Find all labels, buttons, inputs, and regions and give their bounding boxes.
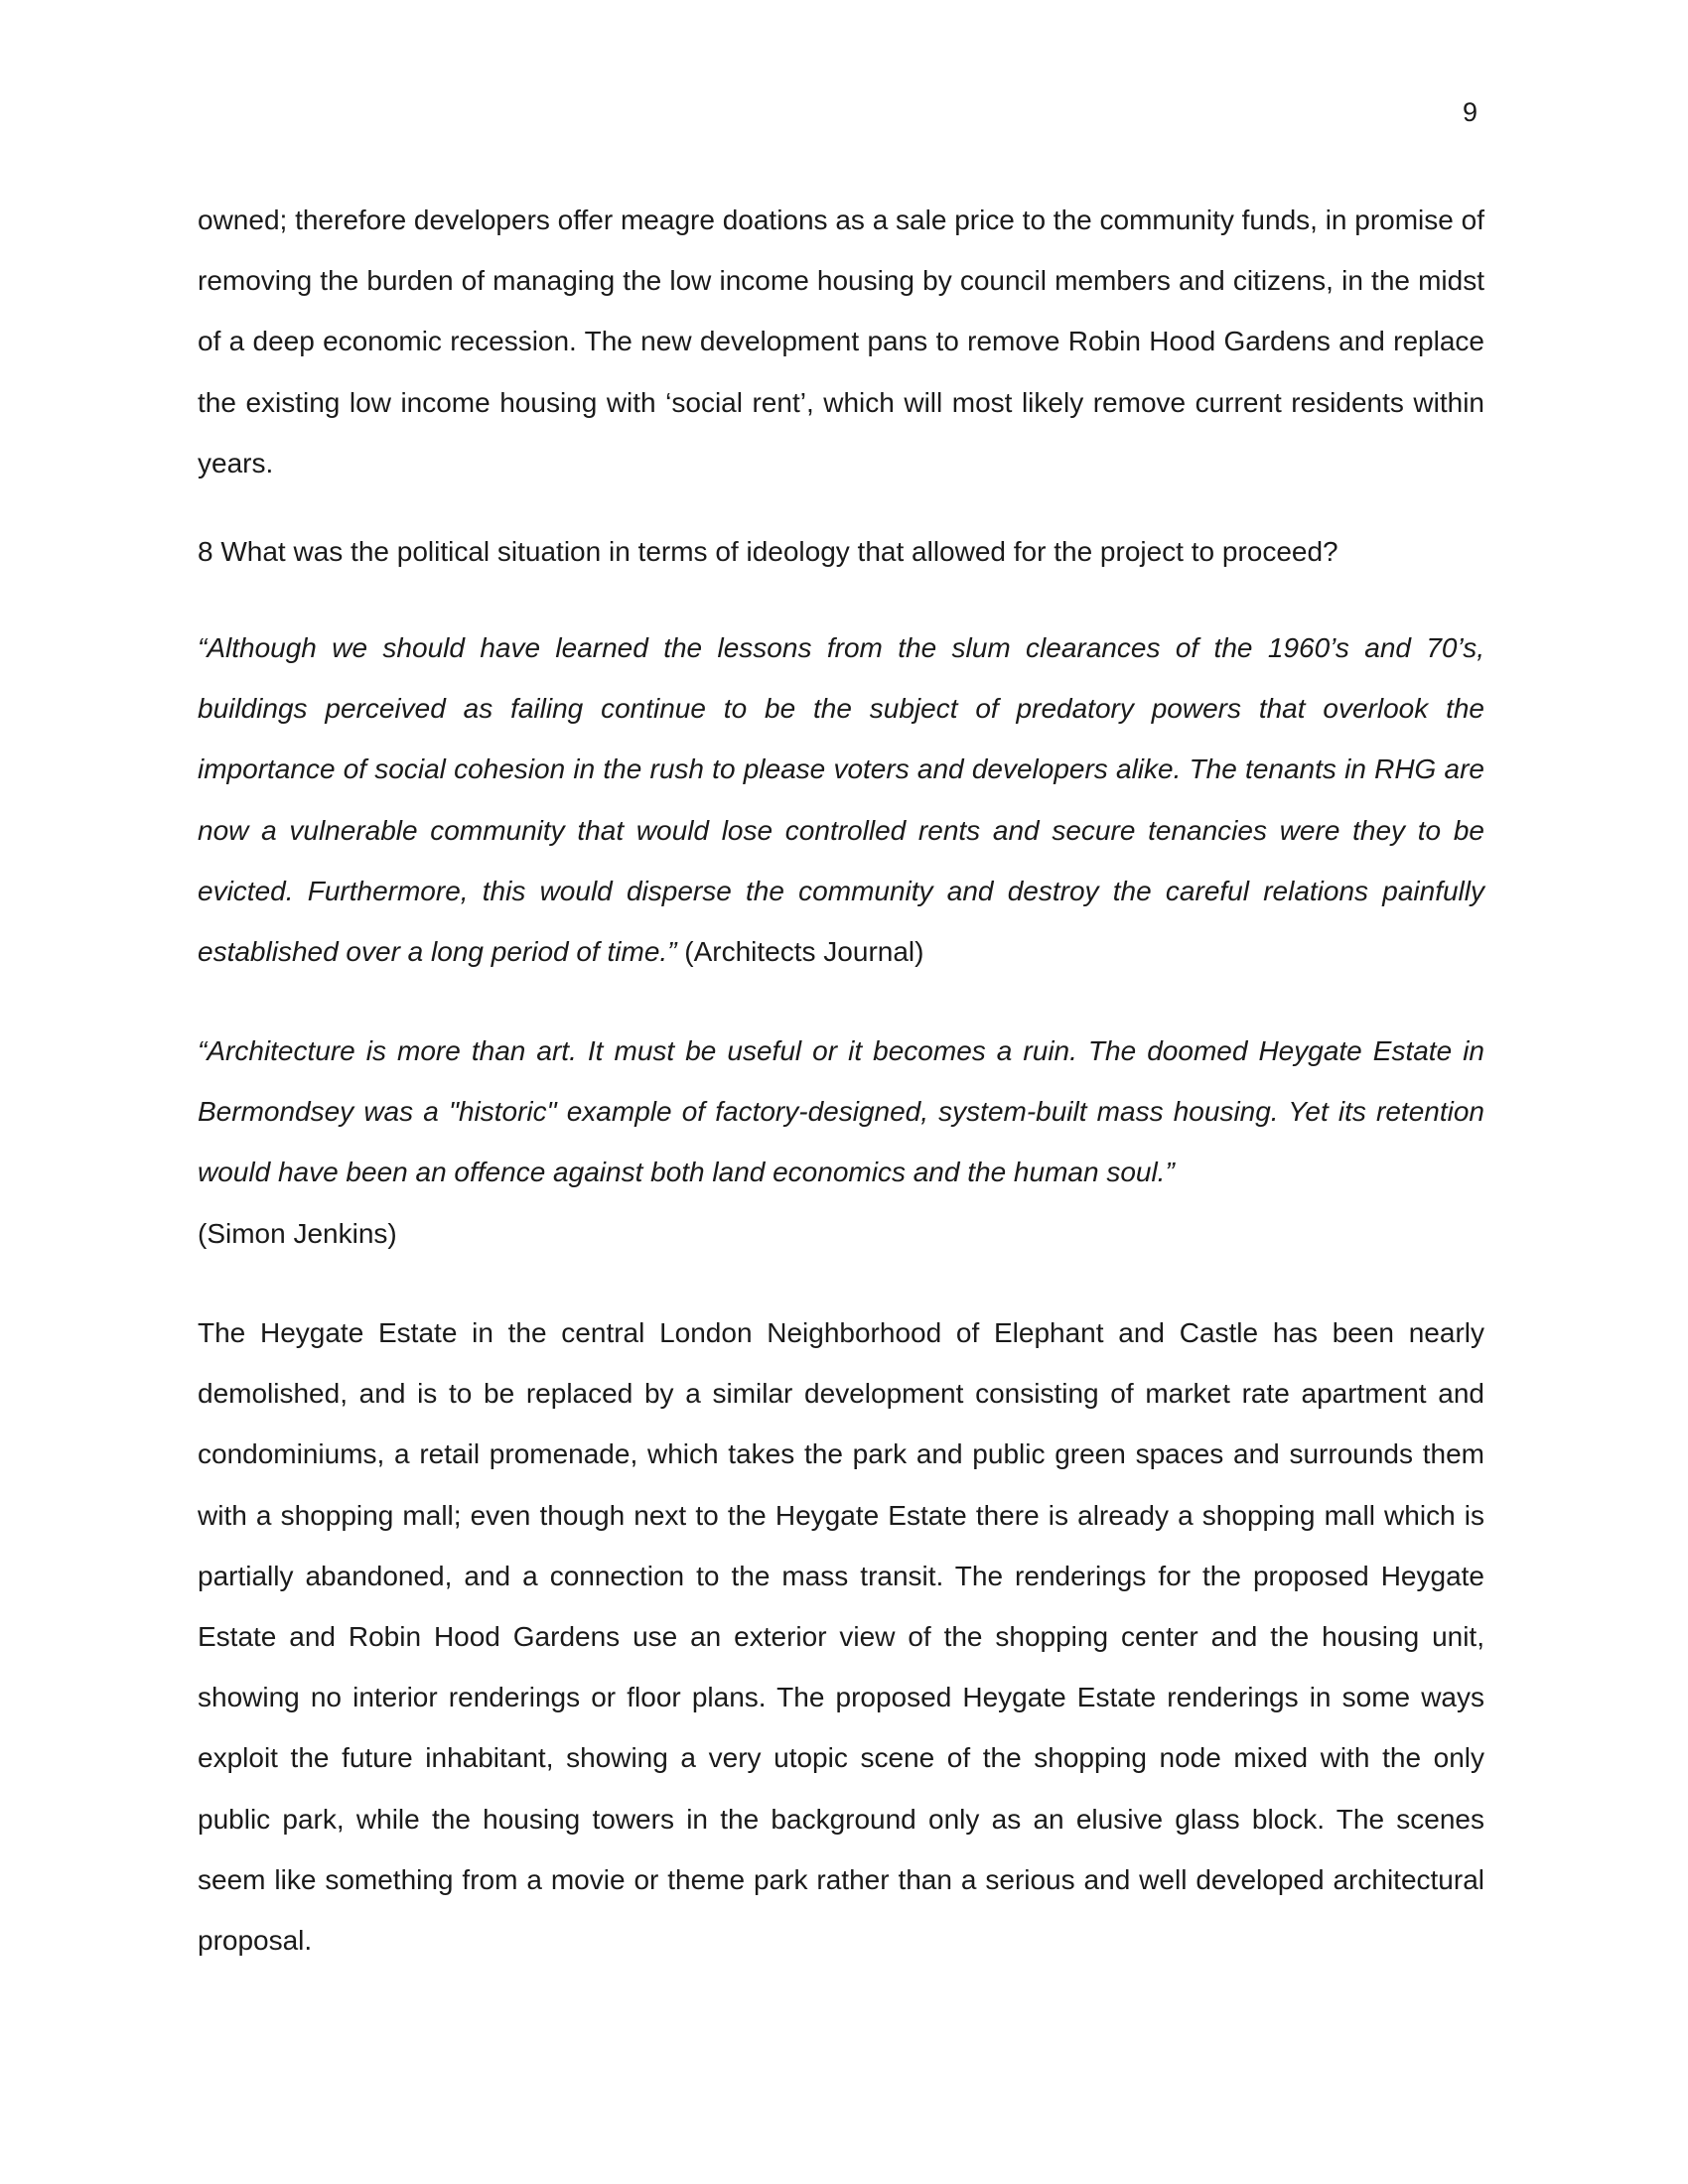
heygate-paragraph	[198, 1302, 1484, 1971]
quote-text: “Although we should have learned the lessons from the slum clearances of the 1960’s and 70’s, buildings perceived as failing continue to be the subject of predatory powers that overlook the importance of social cohesion in the rush to please voters and developers alike. The tenants in RHG are now a vulnerable community that would lose controlled rents and secure tenancies were they to be evicted. Furthermore, this would disperse the community and destroy the careful relations painfully established over a long period of time.”	[198, 632, 1484, 968]
paragraph-text: owned; therefore developers offer meagre doations as a sale price to the community funds, in promise of removing the burden of managing the low income housing by council members and citizens, in the midst of a deep economic recession. The new development pans to remove Robin Hood Gardens and replace the existing low income housing with ‘social rent’, which will most likely remove current residents within years.	[198, 205, 1484, 478]
question-heading	[198, 521, 1484, 582]
quote-paragraph	[198, 617, 1484, 982]
continuation-paragraph	[198, 190, 1484, 493]
quote-architects-journal	[198, 617, 1484, 982]
quote-source: (Architects Journal)	[684, 936, 924, 968]
quote-simon-jenkins	[198, 1021, 1484, 1264]
page-number: 9	[1462, 97, 1477, 127]
paragraph-text: The Heygate Estate in the central London Neighborhood of Elephant and Castle has been nearly demolished, and is to be replaced by a similar development consisting of market rate apartment and condominiums, a retail promenade, which takes the park and public green spaces and surrounds them with a shopping mall; even though next to the Heygate Estate there is already a shopping mall which is partially abandoned, and a connection to the mass transit. The renderings for the proposed Heygate Estate and Robin Hood Gardens use an exterior view of the shopping center and the housing unit, showing no interior renderings or floor plans. The proposed Heygate Estate renderings in some ways exploit the future inhabitant, showing a very utopic scene of the shopping node mixed with the only public park, while the housing towers in the background only as an elusive glass block. The scenes seem like something from a movie or theme park rather than a serious and well developed architectural proposal.	[198, 1317, 1484, 1957]
quote-source: (Simon Jenkins)	[198, 1217, 397, 1249]
quote-text: “Architecture is more than art. It must be useful or it becomes a ruin. The doomed Heygate Estate in Bermondsey was a "historic" example of factory-designed, system-built mass housing. Yet its retention would have been an offence against both land economics and the human soul.”	[198, 1035, 1484, 1188]
question-text: 8 What was the political situation in terms of ideology that allowed for the project to proceed?	[198, 536, 1338, 567]
quote-paragraph	[198, 1021, 1484, 1264]
